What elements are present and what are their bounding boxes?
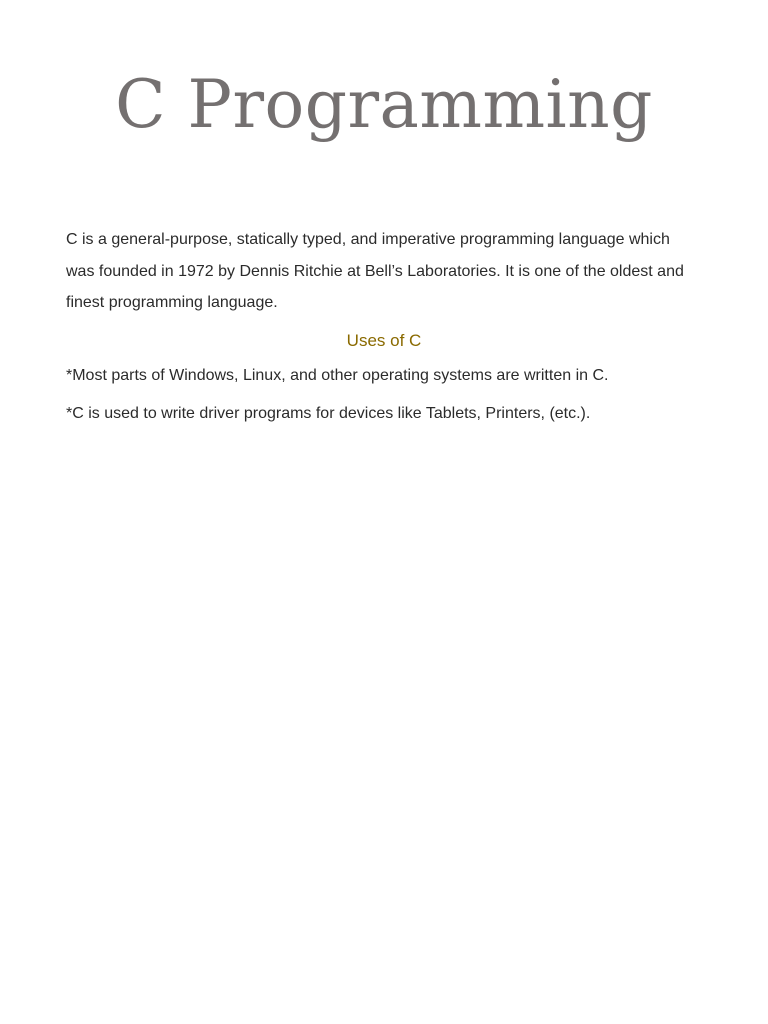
uses-heading: Uses of C	[346, 330, 422, 350]
uses-list-item: *C is used to write driver programs for devices like Tablets, Printers, (etc.).	[66, 404, 591, 422]
uses-list	[66, 365, 702, 425]
page-title: C Programming	[115, 66, 653, 143]
uses-list-item: *Most parts of Windows, Linux, and other operating systems are written in C.	[66, 366, 609, 384]
intro-paragraph: C is a general-purpose, statically typed, and imperative programming language which was founded in 1972 by Dennis Ritchie at Bell’s Laboratories. It is one of the oldest and finest programming language.	[66, 231, 684, 311]
